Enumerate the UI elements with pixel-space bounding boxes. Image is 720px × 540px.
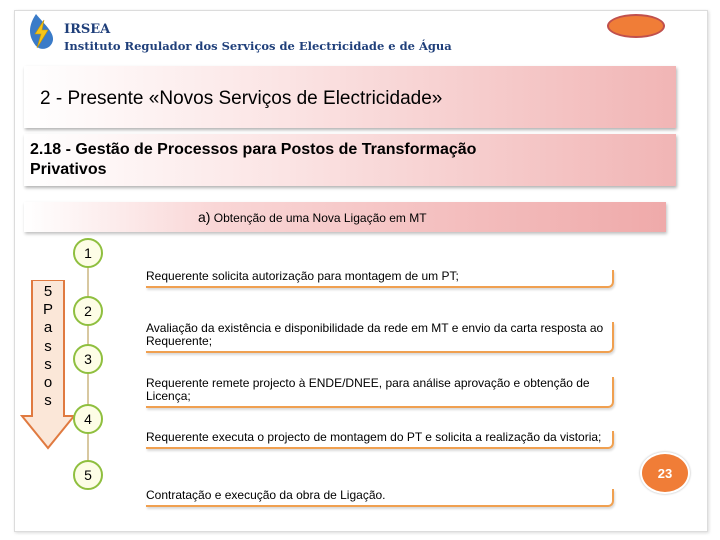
option-bar (24, 202, 666, 232)
brand-name: IRSEA (64, 22, 111, 37)
step-1-description: Requerente solicita autorização para montagem de um PT; (146, 270, 614, 288)
step-4-description: Requerente executa o projecto de montagem do PT e solicita a realização da vistoria; (146, 431, 614, 449)
step-5-description: Contratação e execução da obra de Ligação. (146, 489, 614, 507)
arrow-letter: s (44, 355, 52, 373)
step-1-circle: 1 (73, 238, 103, 268)
step-2-description: Avaliação da existência e disponibilidade da rede em MT e envio da carta resposta ao Requerente; (146, 322, 614, 353)
step-4-circle: 4 (73, 404, 103, 434)
step-2-circle: 2 (73, 296, 103, 326)
arrow-letter: a (43, 319, 53, 337)
option-heading (198, 209, 427, 225)
brand-subtitle: Instituto Regulador dos Serviços de Electricidade e de Água (64, 39, 452, 53)
subtitle-line-1: 2.18 - Gestão de Processos para Postos de Transformação (30, 141, 477, 158)
page-number-badge: 23 (640, 452, 690, 494)
decorative-oval (607, 14, 665, 38)
arrow-letter: P (42, 301, 53, 319)
subtitle-bar (24, 134, 676, 186)
irsea-logo-icon (26, 12, 60, 54)
arrow-letter: 5 (43, 283, 53, 300)
arrow-letter: s (44, 337, 52, 355)
slide-subtitle (30, 140, 476, 180)
step-3-circle: 3 (73, 344, 103, 374)
step-3-description: Requerente remete projecto à ENDE/DNEE, para análise aprovação e obtenção de Licença; (146, 377, 614, 408)
arrow-label (34, 283, 62, 410)
subtitle-line-2: Privativos (30, 161, 107, 178)
option-label: Obtenção de uma Nova Ligação em MT (213, 211, 427, 225)
option-letter: a) (198, 209, 211, 225)
title-bar (24, 66, 676, 128)
arrow-letter: o (43, 374, 53, 392)
arrow-letter: s (44, 392, 52, 410)
slide-title: 2 - Presente «Novos Serviços de Electricidade» (40, 88, 443, 109)
step-5-circle: 5 (73, 460, 103, 490)
brand-block (64, 22, 452, 53)
